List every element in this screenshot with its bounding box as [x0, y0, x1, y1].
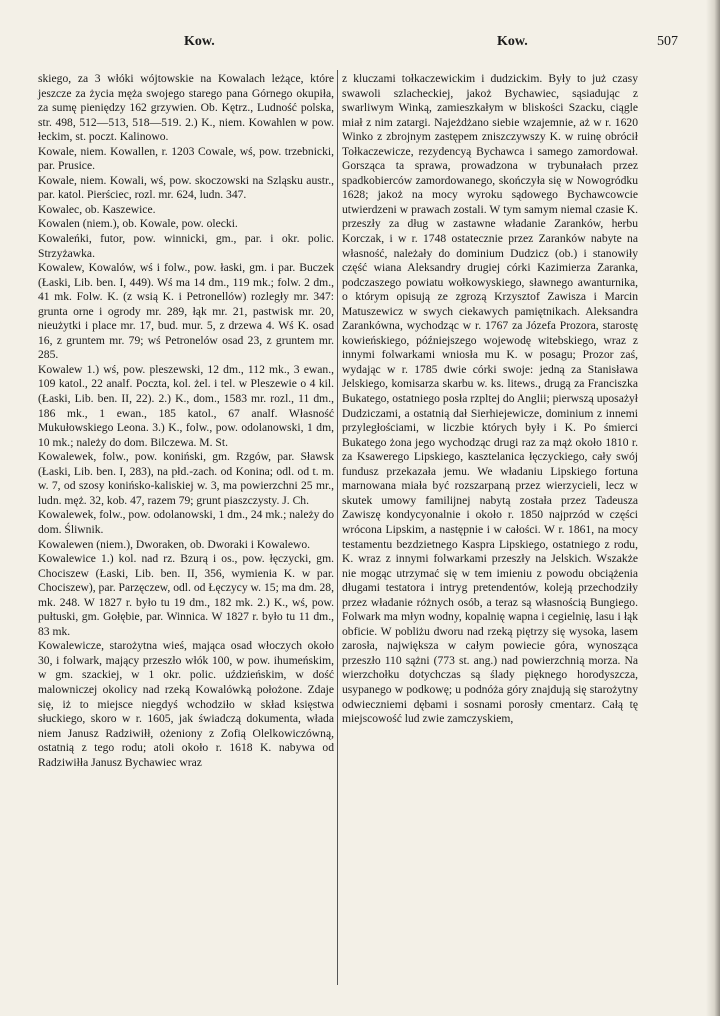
left-column	[38, 72, 334, 770]
entry-paragraph: Kowale, niem. Kowali, wś, pow. skoczowski na Szląsku austr., par. katol. Pierściec, rozl. mr. 624, ludn. 347.	[38, 173, 334, 202]
entry-paragraph: Kowale, niem. Kowallen, r. 1203 Cowale, wś, pow. trzebnicki, par. Prusice.	[38, 144, 334, 173]
entry-paragraph: Kowalewen (niem.), Dworaken, ob. Dworaki i Kowalewo.	[38, 537, 311, 551]
header-left-word: Kow.	[184, 34, 215, 49]
entry-paragraph: skiego, za 3 włóki wójtowskie na Kowalach leżące, które jeszcze za życia męża swojego starego pana Górnego okupiła, za sumę pieniędzy 162 grzywien. Ob. Kętrz., Ludność polska, str. 498, 512—513, 518—519. 2.) K., niem. Kowahlen w pow. łeckim, st. poczt. Kalinowo.	[38, 72, 334, 144]
page-edge-shadow	[706, 0, 720, 1016]
entry-paragraph: Kowalewicze, starożytna wieś, mająca osad włoczych około 30, i folwark, mający przeszło włók 100, w pow. ihumeńskim, w gm. szackiej, w 1 okr. polic. uździeńskim, w dość malowniczej okolicy nad rzeką Kowalówką położone. Zdaje się, iż to miejsce niegdyś wchodziło w skład księstwa słuckiego, skoro w r. 1605, jak świadczą dokumenta, włada niem Janusz Radziwiłł, ożeniony z Zofią Olelkowiczówną, ostatnią z tego rodu; atoli około r. 1618 K. nabywa od Radziwiłła Janusz Bychawiec wraz	[38, 639, 334, 769]
header-right-word: Kow.	[497, 34, 528, 49]
column-divider	[337, 70, 338, 985]
entry-paragraph: Kowalen (niem.), ob. Kowale, pow. olecki.	[38, 217, 238, 231]
entry-paragraph: Kowalew 1.) wś, pow. pleszewski, 12 dm., 112 mk., 3 ewan., 109 katol., 22 analf. Poczta, kol. żel. i tel. w Pleszewie o 4 kil. (Łaski, Lib. ben. II, 22). 2.) K., dom., 1583 mr. rozl., 11 dm., 186 mk., 1 ewan., 185 katol., 67 analf. Własność Mukułowskiego Leona. 3.) K., folw., pow. odolanowski, 1 dm, 10 mk.; należy do dom. Bilczewa. M. St.	[38, 362, 334, 449]
entry-paragraph: z kluczami tołkaczewickim i dudzickim. Były to już czasy swawoli szlacheckiej, jakoż Bychawiec, sąsiadując z swarliwym Winką, zamieszkałym w bliskości Szacku, ciągle miał z nim zatargi. Najeżdżano siebie wzajemnie, aż w r. 1620 Winko z zbrojnym zastępem zniszczywszy K. w ruinę obrócił Tołkaczewicze, rezydencyą Bychawca i samego zamordował. Gorsząca ta sprawa, prowadzona w trybunałach przez spadkobierców zamordowanego, skończyła się w Nowogródku 1628; jakoż na mocy wyroku sądowego Bychawcowcie utwierdzeni w prawach zostali. W tym samym niemal czasie K. przeszły za dług w zastawne władanie Zaranków, herbu Korczak, i w r. 1748 ostatecznie przez Zaranków nabyte na własność, należały do dominium Dudzicz (ob.) i stanowiły część wiana Aleksandry drugiej córki Kazimierza Zaranka, podczaszego powiatu wołkowyskiego, sławnego awanturnika, o którym opisują ze zgrozą Krzysztof Zawisza i Marcin Matuszewicz w swych ciekawych pamiętnikach. Aleksandra Zarankówna, wychodząc w r. 1767 za Józefa Prozora, starostę kowieńskiego, późniejszego wojewodę witebskiego, wraz z innymi folwarkami wniosła mu K. w posagu; Prozor zaś, wydając w r. 1785 dwie córki swoje: jedną za Stanisława Jelskiego, komisarza skarbu w. ks. litews., drugą za Franciszka Bukatego, ostatniego posła rzpltej do Anglii; pierwszą uposażył Dudziczami, a ostatnią dał Sierhiejewicze, dominium z innemi przyległościami, w liczbie których były i K. Po śmierci Bukatego żona jego wychodząc drugi raz za mąż około 1810 r. za Ksawerego Lipskiego, kasztelanica łęczyckiego, cały swój fundusz przekazała jemu. We władaniu Lipskiego fortuna marnowana miała być rozszarpaną przez wierzycieli, lecz w skutek umowy familijnej nabytą została przez Tadeusza Zawiszę kondycyonalnie i około r. 1850 najprzód w części wrócona Lipskim, a następnie i w całości. W r. 1861, na mocy testamentu bezdzietnego Kaspra Lipskiego, ostatniego z rodu, K. wraz z innymi folwarkami przeszły na Jelskich. Wszakże nie mogąc utrzymać się w tem imieniu z powodu obciążenia długami testatora i intryg pretendentów, koleją przechodziły przez władanie różnych osób, a teraz są własnością Bungiego. Folwark ma młyn wodny, kopalnię wapna i cegielnię, lasu i łąk obficie. W pobliżu dworu nad rzeką piętrzy się wysoka, lasem zarosła, największa w całym powiecie góra, wynosząca przeszło 110 sążni (773 st. ang.) nad powierzchnią morza. Na wierzchołku dotychczas są ślady pięknego horodyszcza, usypanego w podkowę; u podnóża góry znajdują się starożytny odwieczniemi dębami i sosnami porosły cmentarz. Całą tę miejscowość lud zwie zamczyskiem,	[342, 72, 638, 726]
entry-paragraph: Kowalewek, folw., pow. odolanowski, 1 dm., 24 mk.; należy do dom. Śliwnik.	[38, 508, 334, 536]
entry-paragraph: Kowaleńki, futor, pow. winnicki, gm., par. i okr. polic. Strzyżawka.	[38, 232, 334, 260]
entry-paragraph: Kowalewice 1.) kol. nad rz. Bzurą i os., pow. łęczycki, gm. Chociszew (Łaski, Lib. ben. II, 356, wymienia K. w par. Chociszew), par. Parzęczew, odl. od Łęczycy w. 15; ma dm. 28, mk. 248. W 1827 r. było tu 19 dm., 182 mk. 2.) K., wś, pow. pułtuski, gm. Gołębie, par. Winnica. W 1827 r. było tu 11 dm., 83 mk.	[38, 552, 334, 638]
page-number: 507	[657, 34, 678, 49]
entry-paragraph: Kowalec, ob. Kaszewice.	[38, 202, 156, 216]
running-header	[34, 34, 684, 56]
entry-paragraph: Kowalewek, folw., pow. koniński, gm. Rzgów, par. Sławsk (Łaski, Lib. ben. I, 283), na płd.-zach. od Konina; odl. od t. m. w. 7, od szosy konińsko-kaliskiej w. 3, ma powierzchni 25 mr., ludn. męż. 32, kob. 47, razem 79; grunt piaszczysty. J. Ch.	[38, 450, 334, 507]
entry-paragraph: Kowalew, Kowalów, wś i folw., pow. łaski, gm. i par. Buczek (Łaski, Lib. ben. I, 449). Wś ma 14 dm., 119 mk.; folw. 2 dm., 41 mk. Folw. K. (z wsią K. i Petronellów) rozległy mr. 347: grunta orne i ogrody mr. 289, łąk mr. 21, pastwisk mr. 20, nieużytki i place mr. 17, bud. mur. 5, z drzewa 4. Wś K. osad 16, z gruntem mr. 79; wś Petronelów osad 23, z gruntem mr. 285.	[38, 261, 334, 362]
right-column	[342, 72, 638, 727]
